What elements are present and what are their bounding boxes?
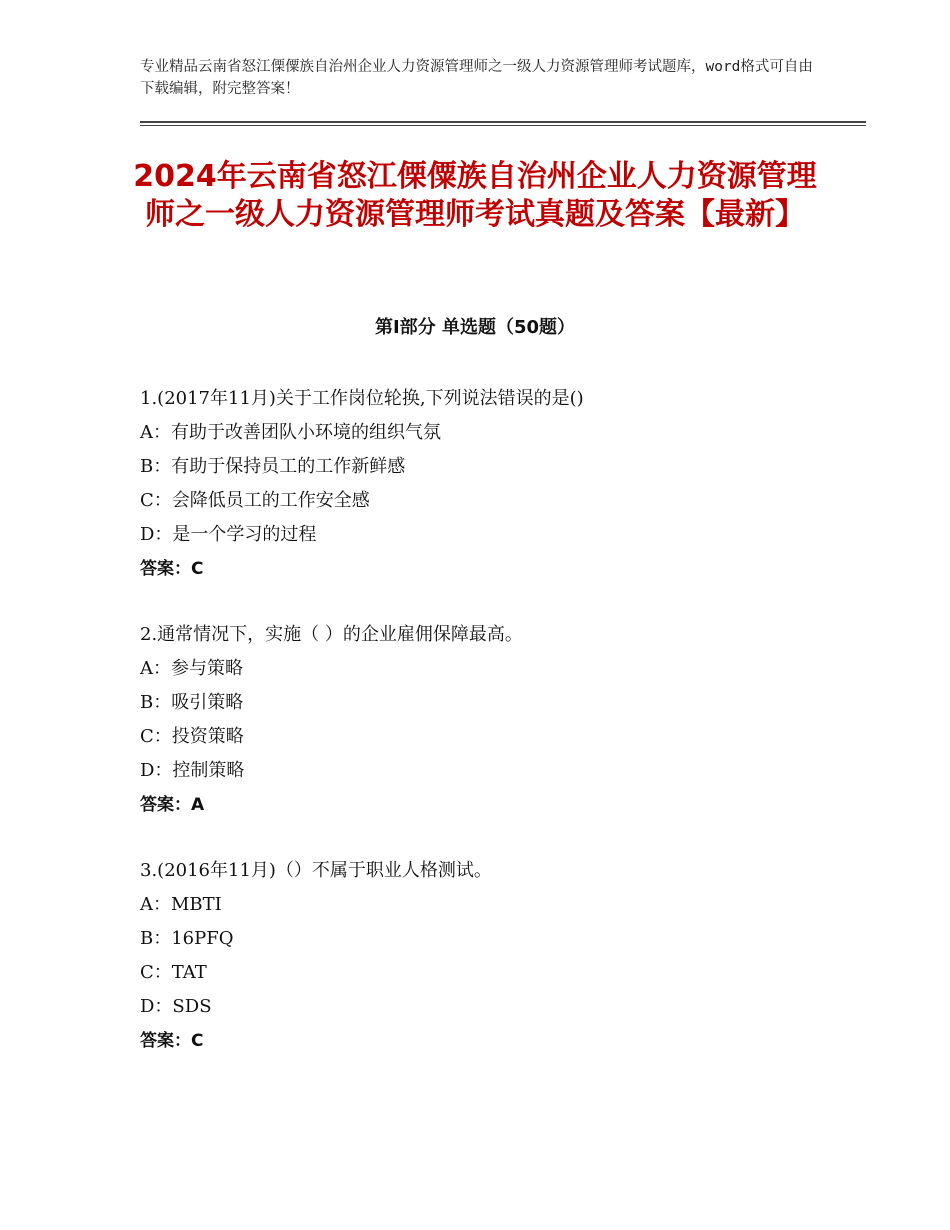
option-d: D：是一个学习的过程 bbox=[140, 524, 317, 545]
question-2 bbox=[140, 618, 840, 822]
header-divider-thin bbox=[140, 125, 866, 126]
option-c: C：投资策略 bbox=[140, 726, 244, 747]
question-3 bbox=[140, 854, 840, 1058]
document-title: 2024年云南省怒江傈僳族自治州企业人力资源管理师之一级人力资源管理师考试真题及答案【最新】 bbox=[133, 159, 817, 232]
option-b: B：16PFQ bbox=[140, 928, 234, 949]
option-d: D：SDS bbox=[140, 996, 212, 1017]
option-a: A：MBTI bbox=[140, 894, 222, 915]
option-a: A：参与策略 bbox=[140, 658, 243, 679]
option-b: B：吸引策略 bbox=[140, 692, 244, 713]
section-title: 第Ⅰ部分 单选题（50题） bbox=[374, 317, 575, 338]
option-c: C：TAT bbox=[140, 962, 207, 983]
question-list bbox=[140, 382, 840, 1090]
option-a: A：有助于改善团队小环境的组织气氛 bbox=[140, 422, 441, 443]
question-stem: 1.(2017年11月)关于工作岗位轮换,下列说法错误的是() bbox=[140, 388, 584, 409]
header-divider-thick bbox=[140, 121, 866, 123]
option-b: B：有助于保持员工的工作新鲜感 bbox=[140, 456, 406, 477]
question-stem: 2.通常情况下，实施（ ）的企业雇佣保障最高。 bbox=[140, 624, 523, 645]
option-d: D：控制策略 bbox=[140, 760, 245, 781]
answer: 答案：C bbox=[140, 559, 204, 579]
question-stem: 3.(2016年11月)（）不属于职业人格测试。 bbox=[140, 860, 492, 881]
answer: 答案：A bbox=[140, 795, 205, 815]
header-note: 专业精品云南省怒江傈僳族自治州企业人力资源管理师之一级人力资源管理师考试题库，word格式可自由下载编辑，附完整答案！ bbox=[140, 59, 813, 97]
answer: 答案：C bbox=[140, 1031, 204, 1051]
option-c: C：会降低员工的工作安全感 bbox=[140, 490, 370, 511]
question-1 bbox=[140, 382, 840, 586]
